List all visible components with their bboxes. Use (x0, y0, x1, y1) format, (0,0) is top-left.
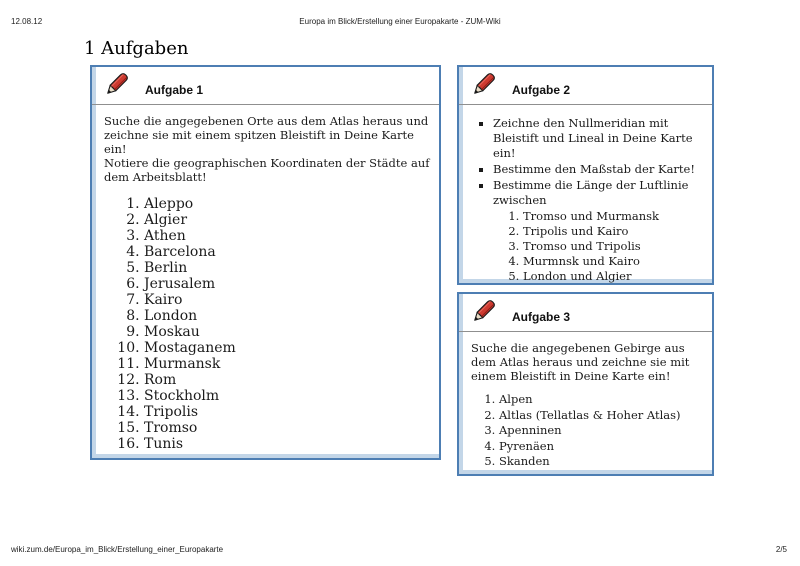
list-item: 13. Stockholm (144, 388, 431, 404)
task-2-bullet-list (471, 116, 704, 284)
list-item: 9. Moskau (144, 324, 431, 340)
task-1-title: Aufgabe 1 (145, 83, 204, 97)
task-box-3-body (459, 332, 712, 478)
list-item: 12. Rom (144, 372, 431, 388)
task-2-bullet-1: Zeichne den Nullmeridian mit Bleistift und Lineal in Deine Karte ein! (493, 116, 693, 160)
list-item (493, 116, 704, 161)
list-item: 3. Tromso und Tripolis (523, 239, 704, 254)
document-header-title: Europa im Blick/Erstellung einer Europakarte - ZUM-Wiki (299, 17, 501, 26)
list-item: 5. London und Algier (523, 269, 704, 284)
pencil-icon (102, 70, 132, 102)
page-title: 1 Aufgaben (84, 38, 189, 60)
pencil-icon (469, 297, 499, 329)
list-item: 3. Athen (144, 228, 431, 244)
list-item: 2. Algier (144, 212, 431, 228)
task-box-2-body (459, 105, 712, 317)
list-item: 7. Kairo (144, 292, 431, 308)
print-date: 12.08.12 (11, 17, 43, 26)
list-item: 11. Murmansk (144, 356, 431, 372)
footer-url: wiki.zum.de/Europa_im_Blick/Erstellung_einer_Europakarte (11, 545, 224, 554)
list-item (493, 162, 704, 177)
list-item: 4. Barcelona (144, 244, 431, 260)
city-list (104, 196, 431, 452)
list-item: 15. Tromso (144, 420, 431, 436)
task-box-3-header (459, 294, 712, 332)
task-2-bullet-2: Bestimme den Maßstab der Karte! (493, 162, 695, 176)
task-box-2-header (459, 67, 712, 105)
route-list (493, 209, 704, 284)
list-item: 10. Mostaganem (144, 340, 431, 356)
list-item: 1. Aleppo (144, 196, 431, 212)
list-item: 5. Berlin (144, 260, 431, 276)
list-item: 1. Tromso und Murmansk (523, 209, 704, 224)
list-item: 8. London (144, 308, 431, 324)
task-2-title: Aufgabe 2 (512, 83, 571, 97)
list-item: 2. Tripolis und Kairo (523, 224, 704, 239)
list-item: 4. Murmnsk und Kairo (523, 254, 704, 269)
list-item: 16. Tunis (144, 436, 431, 452)
list-item: 14. Tripolis (144, 404, 431, 420)
task-3-title: Aufgabe 3 (512, 310, 571, 324)
pencil-icon (469, 70, 499, 102)
task-box-2 (457, 65, 714, 285)
list-item: 4. Pyrenäen (499, 439, 704, 455)
task-box-1-body (92, 105, 439, 460)
list-item: 6. Jerusalem (144, 276, 431, 292)
list-item (493, 178, 704, 284)
list-item: 3. Apenninen (499, 423, 704, 439)
list-item: 5. Skanden (499, 454, 704, 470)
list-item: 1. Alpen (499, 392, 704, 408)
task-2-bullet-3: Bestimme die Länge der Luftlinie zwischen (493, 178, 689, 207)
footer-page-number: 2/5 (775, 545, 787, 554)
task-1-intro-line-2: Notiere die geographischen Koordinaten der Städte auf dem Arbeitsblatt! (104, 156, 430, 184)
list-item: 2. Altlas (Tellatlas & Hoher Atlas) (499, 408, 704, 424)
task-box-1-header (92, 67, 439, 105)
task-3-intro: Suche die angegebenen Gebirge aus dem Atlas heraus und zeichne sie mit einem Bleistift in Deine Karte ein! (471, 341, 690, 383)
mountain-list (471, 392, 704, 470)
task-box-3 (457, 292, 714, 476)
task-1-intro-line-1: Suche die angegebenen Orte aus dem Atlas heraus und zeichne sie mit einem spitzen Bleistift in Deine Karte ein! (104, 114, 429, 156)
task-box-1 (90, 65, 441, 460)
